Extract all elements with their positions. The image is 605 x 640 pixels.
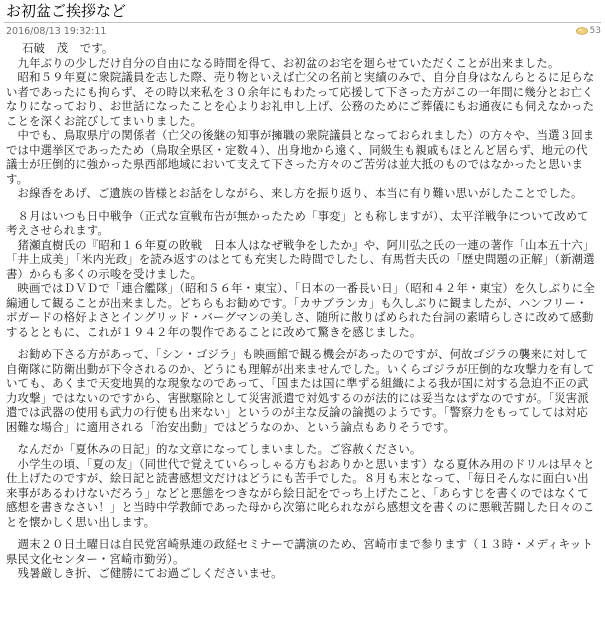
- body-paragraph: 中でも、鳥取県庁の関係者（亡父の後継の知事が擁職の衆院議員となっておられました）の方々や、当選３回までは中選挙区であったため（鳥取全県区・定数４）、出身地から遠く、同級生も親戚もほとんど居らず、地元の代議士が圧倒的に強かった県西部地域において支えて下さった方々のご苦労は並大抵のものではなかったと思います。: [6, 128, 595, 186]
- body-paragraph: 小学生の頃、「夏の友」（同世代で覚えていらっしゃる方もおありかと思います）なる夏休み用のドリルは早々と仕上げたのですが、絵日記と読書感想文だけはどうにも苦手でした。８月も末となって、「毎日そんなに面白い出来事があるわけないだろう」などと悪態をつきながら絵日記をでっち上げたこと、「あらすじを書くのではなくて感想を書きなさい！」と当時中学教師であった母から次第に叱られながら感想文を書くのに悪戦苦闘した日々のことを懐かしく思い出します。: [6, 456, 595, 529]
- body-paragraph: 猪瀬直樹氏の『昭和１６年夏の敗戦 日本人はなぜ戦争をしたか』や、阿川弘之氏の一連の著作「山本五十六」「井上成美」「米内光政」を読み返すのはとても充実した時間でしたし、有馬哲夫氏の「歴史問題の正解」（新潮選書）からも多くの示唆を受けました。: [6, 237, 595, 281]
- post-date: 2016/08/13 19:32:11: [6, 26, 107, 37]
- body-paragraph: お勧め下さる方があって、「シン・ゴジラ」も映画館で観る機会があったのですが、何故ゴジラの襲来に対して自衛隊に防衛出動が下令されるのか、どうにも理解が出来ませんでした。いくらゴジラが圧倒的な攻撃力を有していても、あくまで天変地異的な現象なのであって、「国または国に準ずる組織による我が国に対する急迫不正の武力攻撃」ではないのですから、害獣駆除として災害派遣で対処するのが法的には妥当なはずなのですが。「災害派遣では武器の使用も武力の行使も出来ない」というのが主な反論の論拠のようです。「警察力をもってしては対応困難な場合」に適用される「治安出動」ではどうなのか、という論点もありそうです。: [6, 347, 595, 434]
- body-paragraph: 残暑厳しき折、ご健勝にてお過ごしくださいませ。: [6, 566, 283, 580]
- post-title: お初盆ご挨拶など: [6, 2, 127, 20]
- body-paragraph: 週末２０日土曜日は自民党宮崎県連の政経セミナーで講演のため、宮崎市まで参ります（１３時・メディキット県民文化センター・宮崎市勤労）。: [6, 537, 593, 566]
- body-paragraph: ８月はいつも日中戦争（正式な宣戦布告が無かったため「事変」とも称しますが）、太平洋戦争について改めて考えさせられます。: [6, 208, 589, 237]
- post-body: [6, 41, 596, 581]
- bean-icon: [576, 27, 588, 35]
- reaction-counter[interactable]: [576, 24, 601, 38]
- body-paragraph: 昭和５９年夏に衆院議員を志した際、売り物といえば亡父の名前と実績のみで、自分自身はなんらとるに足らない者であったにも拘らず、その時以来私を３０余年にもわたって応援して下さった方がこの一年間に幾分とお亡くなりになっており、お世話になったことを心よりお礼申し上げ、公務のためにご葬儀にもお通夜にも伺えなかったことを深くお詫びしてまいりました。: [6, 70, 595, 128]
- body-paragraph: 石破 茂 です。: [22, 41, 114, 55]
- body-paragraph: 映画ではＤＶＤで「連合艦隊」（昭和５６年・東宝）、「日本の一番長い日」（昭和４２年・東宝）を久しぶりに全編通して観ることが出来ました。どちらもお勧めです。「カサブランカ」も久しぶりに観ましたが、ハンフリー・ボガードの格好よさとイングリッド・バーグマンの美しさ、随所に散りばめられた台詞の素晴らしさに改めて感動するとともに、これが１９４２年の製作であることに改めて驚きを感じました。: [6, 281, 595, 339]
- body-paragraph: 九年ぶりの少しだけ自分の自由になる時間を得て、お初盆のお宅を廻らせていただくことが出来ました。: [6, 55, 560, 70]
- reaction-count: 53: [589, 26, 601, 36]
- body-paragraph: なんだか「夏休みの日記」的な文章になってしまいました。ご容赦ください。: [6, 442, 422, 456]
- title-divider: [4, 22, 601, 23]
- body-paragraph: お線香をあげ、ご遺族の皆様とお話をしながら、来し方を振り返り、本当に有り難い思いがしたことでした。: [6, 186, 583, 200]
